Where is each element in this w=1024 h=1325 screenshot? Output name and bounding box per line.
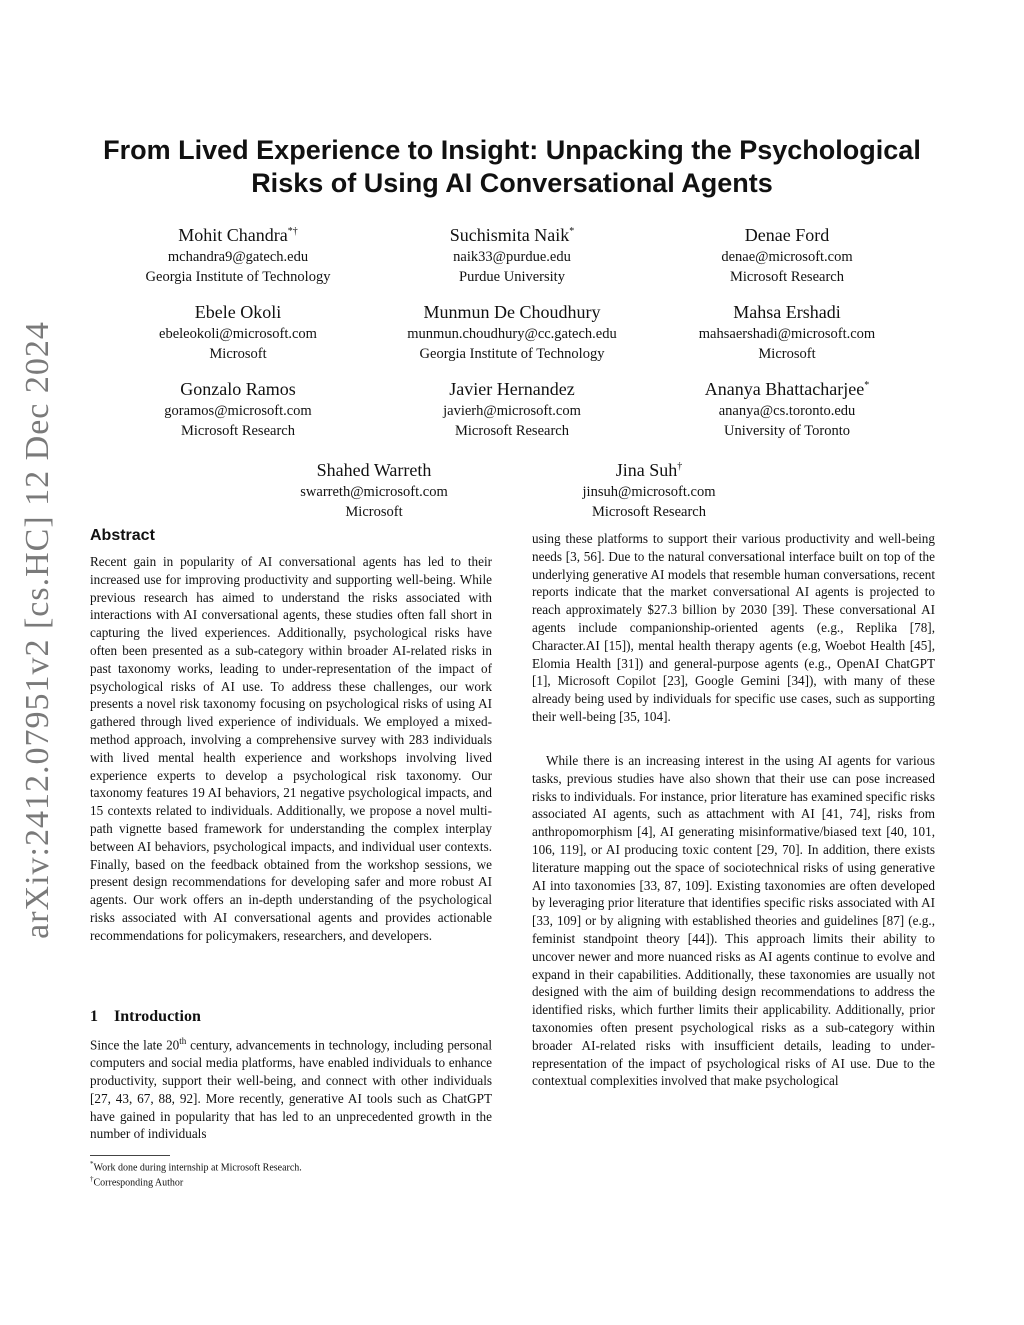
paper-title bbox=[80, 134, 944, 200]
title-line-2: Risks of Using AI Conversational Agents bbox=[251, 168, 773, 198]
author-name: Suchismita Naik bbox=[449, 225, 570, 245]
author-email: jinsuh@microsoft.com bbox=[582, 484, 716, 500]
author-email: mchandra9@gatech.edu bbox=[167, 249, 309, 265]
author-affiliation: Georgia Institute of Technology bbox=[419, 346, 605, 362]
author-block bbox=[88, 220, 388, 287]
title-line-1: From Lived Experience to Insight: Unpacking the Psychological bbox=[103, 135, 921, 165]
author-email: naik33@purdue.edu bbox=[453, 249, 571, 265]
author-mark: * bbox=[864, 380, 870, 391]
author-name: Jina Suh bbox=[615, 460, 678, 480]
author-block bbox=[499, 455, 799, 522]
footnote-1 bbox=[90, 1158, 302, 1174]
author-email: javierh@microsoft.com bbox=[443, 403, 581, 419]
author-affiliation: Microsoft Research bbox=[455, 423, 569, 439]
introduction-heading bbox=[90, 1008, 201, 1026]
author-email: denae@microsoft.com bbox=[721, 249, 853, 265]
footnote-mark: † bbox=[90, 1175, 94, 1183]
introduction-paragraph-1 bbox=[90, 1033, 492, 1143]
footnote-2 bbox=[90, 1173, 183, 1189]
author-block bbox=[637, 297, 937, 364]
author-affiliation: University of Toronto bbox=[724, 423, 850, 439]
author-affiliation: Microsoft Research bbox=[181, 423, 295, 439]
author-mark: † bbox=[677, 461, 683, 472]
author-affiliation: Purdue University bbox=[459, 269, 565, 285]
author-block bbox=[637, 220, 937, 287]
arxiv-identifier-text: arXiv:2412.07951v2 [cs.HC] 12 Dec 2024 bbox=[19, 321, 57, 939]
author-name: Ananya Bhattacharjee bbox=[704, 379, 865, 399]
abstract-heading: Abstract bbox=[90, 527, 155, 544]
author-email: ananya@cs.toronto.edu bbox=[718, 403, 856, 419]
section-number: 1 bbox=[90, 1008, 98, 1025]
author-affiliation: Microsoft Research bbox=[592, 504, 706, 520]
right-column-paragraph-1: using these platforms to support their various productivity and well-being needs [3, 56]. Due to the natural conversational interface built on top of the underlying generative AI models that resemble human conversations, recent reports indicate that the market conversational AI agents is projected to reach approximately $27.3 billion by 2030 [39]. These conversational AI agents include companionship-oriented agents (e.g., Replika [78], Character.AI [15]), mental health therapy agents (e.g, Woebot Health [45], Elomia Health [31]) and general-purpose agents (e.g., OpenAI ChatGPT [1], Microsoft Copilot [23], Google Gemini [34]), with many of these already being used by individuals for specific use cases, such as supporting their well-being [35, 104]. bbox=[532, 531, 935, 724]
intro-superscript: th bbox=[179, 1036, 187, 1046]
author-mark: *† bbox=[287, 226, 298, 237]
author-block bbox=[362, 297, 662, 364]
author-affiliation: Microsoft bbox=[209, 346, 267, 362]
author-name: Shahed Warreth bbox=[316, 460, 432, 480]
author-name: Denae Ford bbox=[744, 225, 830, 245]
author-block bbox=[88, 374, 388, 441]
author-affiliation: Microsoft Research bbox=[730, 269, 844, 285]
intro-text-start: Since the late 20 bbox=[90, 1037, 180, 1053]
author-block bbox=[88, 297, 388, 364]
author-name: Ebele Okoli bbox=[194, 302, 282, 322]
footnote-text: Work done during internship at Microsoft Research. bbox=[93, 1162, 302, 1174]
author-block bbox=[637, 374, 937, 441]
author-name: Munmun De Choudhury bbox=[423, 302, 601, 322]
author-block bbox=[362, 220, 662, 287]
author-affiliation: Georgia Institute of Technology bbox=[145, 269, 331, 285]
author-mark: * bbox=[569, 226, 575, 237]
section-title: Introduction bbox=[114, 1008, 201, 1025]
author-email: swarreth@microsoft.com bbox=[300, 484, 448, 500]
footnote-mark: * bbox=[90, 1160, 94, 1168]
intro-text-rest: century, advancements in technology, including personal computers and social media platforms, have enabled individuals to enhance productivity, support their well-being, and connect with other individuals [27, 43, 67, 88, 92]. More recently, generative AI tools such as ChatGPT have gained in popularity that has led to an unprecedented growth in the number of individuals bbox=[90, 1037, 492, 1142]
author-affiliation: Microsoft bbox=[758, 346, 816, 362]
author-block bbox=[224, 455, 524, 522]
author-affiliation: Microsoft bbox=[345, 504, 403, 520]
author-email: munmun.choudhury@cc.gatech.edu bbox=[407, 326, 617, 342]
author-name: Mohit Chandra bbox=[178, 225, 288, 245]
footnote-text: Corresponding Author bbox=[93, 1177, 184, 1189]
author-email: mahsaershadi@microsoft.com bbox=[698, 326, 876, 342]
author-name: Gonzalo Ramos bbox=[180, 379, 296, 399]
author-block bbox=[362, 374, 662, 441]
author-name: Javier Hernandez bbox=[449, 379, 575, 399]
author-name: Mahsa Ershadi bbox=[733, 302, 841, 322]
arxiv-identifier bbox=[8, 300, 68, 960]
author-email: ebeleokoli@microsoft.com bbox=[159, 326, 317, 342]
footnote-divider bbox=[90, 1155, 170, 1156]
abstract-text: Recent gain in popularity of AI conversational agents has led to their increased use for improving productivity and supporting well-being. While previous research has aimed to understand the risks associated with interactions with AI conversational agents, these studies often fall short in capturing the lived experiences. Additionally, psychological risks have often been presented as a sub-category within broader AI-related risks in past taxonomy works, leading to under-representation of the impact of psychological risks of AI use. To address these challenges, our work presents a novel risk taxonomy focusing on psychological risks of using AI gathered through lived experience of individuals. We employed a mixed-method approach, involving a comprehensive survey with 283 individuals with lived mental health experience and workshops involving lived experience experts to develop a psychological risk taxonomy. Our taxonomy features 19 AI behaviors, 21 negative psychological impacts, and 15 contexts related to individuals. Additionally, we propose a novel multi-path vignette based framework for understanding the complex interplay between AI behaviors, psychological impacts, and individual user contexts. Finally, based on the feedback obtained from the workshop sessions, we present design recommendations for developing safer and more robust AI agents. Our work offers an in-depth understanding of the psychological risks associated with AI conversational agents and provides actionable recommendations for policymakers, researchers, and developers. bbox=[90, 554, 492, 943]
right-column-paragraph-2: While there is an increasing interest in the using AI agents for various tasks, previous studies have also shown that their use can pose increased risks to individuals. For instance, prior literature has examined specific risks associated AI agents, such as attachment with AI [41, 74], risks from anthropomorphism [4], AI generating misinformative/biased text [40, 101, 106, 119], or AI producing toxic content [29, 70]. In addition, there exists literature mapping out the space of sociotechnical risks of using generative AI into taxonomies [33, 87, 109]. Existing taxonomies are often developed by leveraging prior literature that identifies specific risks associated with AI [33, 109] or by aligning with established theories and guidelines [87] (e.g., feminist standpoint theory [44]). This approach limits their ability to uncover newer and more nuanced risks as AI agents continue to evolve and expand in their capabilities. Additionally, these taxonomies are usually not designed with the aim of building design recommendations to address the identified risks, which further limits their applicability. Additionally, prior taxonomies often present psychological risks as a sub-category within broader AI-related risks with insufficient details, leading to under-representation of the impact of psychological risks of AI use. Due to the contextual complexities involved that make psychological bbox=[532, 753, 935, 1089]
author-email: goramos@microsoft.com bbox=[164, 403, 312, 419]
